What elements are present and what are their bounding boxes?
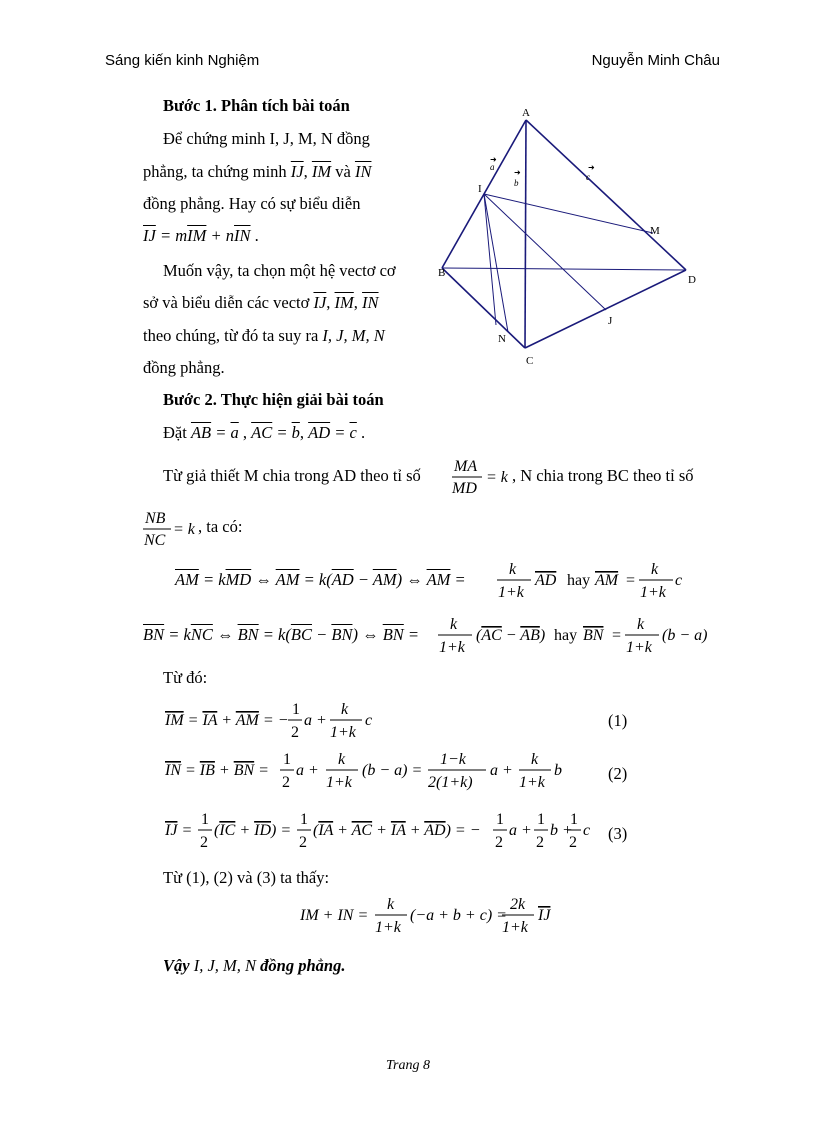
set-vectors: Đặt $\overline{AB} = \overline{a}$ , $\overline{AC} = \overline{b}$, $\overline{AD} = \overline{c}$ .: [163, 423, 366, 442]
svg-text:2k: 2k: [510, 896, 526, 913]
svg-text:(−a + b + c) =: (−a + b + c) =: [410, 907, 507, 924]
svg-text:(IA + AC + IA + AD) = −: (IA + AC + IA + AD) = −: [313, 822, 481, 839]
svg-text:(b − a) =: (b − a) =: [362, 762, 423, 779]
svg-text:1+k: 1+k: [498, 584, 524, 601]
conclude-text: Từ (1), (2) và (3) ta thấy:: [163, 868, 330, 887]
svg-text:1: 1: [300, 811, 308, 828]
svg-text:1+k: 1+k: [375, 919, 401, 936]
tudo-text: Từ đó:: [163, 668, 208, 687]
svg-text:k: k: [531, 751, 539, 768]
step1-p1-line1: Để chứng minh I, J, M, N đồng: [163, 129, 370, 148]
svg-text:1: 1: [496, 811, 504, 828]
seg-im: [484, 194, 653, 233]
svg-text:1: 1: [537, 811, 545, 828]
step1-p1-line2: phẳng, ta chứng minh $\overline{IJ}$, $\overline{IM}$ và $\overline{IN}$: [143, 162, 372, 181]
svg-text:1+k: 1+k: [330, 724, 356, 741]
svg-text:1: 1: [283, 751, 291, 768]
svg-text:c: c: [675, 572, 683, 589]
svg-text:a +: a +: [296, 762, 319, 779]
eq-number-2: (2): [608, 764, 628, 783]
svg-text:AM: AM: [595, 572, 619, 589]
svg-text:IM = IA + AM = −: IM = IA + AM = −: [165, 712, 289, 729]
eq-bn-frac: [438, 613, 718, 659]
svg-text:hay: hay: [554, 627, 578, 644]
label-B: B: [438, 267, 446, 279]
svg-text:hay: hay: [567, 572, 591, 589]
svg-text:c: c: [365, 712, 373, 729]
seg-ij: [484, 194, 606, 310]
svg-text:1+k: 1+k: [326, 774, 352, 791]
label-vec-c: c: [586, 172, 590, 182]
svg-text:k: k: [341, 701, 349, 718]
svg-text:2: 2: [200, 834, 208, 851]
label-M: M: [650, 225, 660, 237]
label-C: C: [526, 355, 534, 367]
svg-text:➜: ➜: [490, 155, 497, 164]
svg-text:1−k: 1−k: [440, 751, 466, 768]
svg-text:=: =: [626, 572, 636, 589]
svg-text:MA: MA: [454, 458, 478, 475]
step1-p2-line1: Muốn vậy, ta chọn một hệ vectơ cơ: [163, 261, 396, 280]
svg-text:= k: = k: [173, 521, 195, 538]
svg-text:1: 1: [201, 811, 209, 828]
given-line: Từ giả thiết M chia trong AD theo tỉ số: [163, 466, 421, 485]
svg-text:NC: NC: [144, 532, 166, 549]
step1-p2-line4: đồng phẳng.: [143, 358, 225, 377]
eq-2: [160, 750, 580, 798]
label-J: J: [608, 315, 613, 327]
label-vec-a: a: [490, 162, 495, 172]
svg-text:1+k: 1+k: [502, 919, 528, 936]
edge-bc: [442, 268, 525, 348]
eq-3: [160, 810, 580, 858]
svg-text:(b − a): (b − a): [662, 627, 708, 644]
svg-text:IN = IB + BN =: IN = IB + BN =: [165, 762, 269, 779]
given-line2: , N chia trong BC theo tỉ số: [512, 466, 694, 485]
svg-text:➜: ➜: [588, 163, 595, 172]
eq-1: [160, 700, 420, 748]
svg-text:(IC + ID) =: (IC + ID) =: [214, 822, 292, 839]
tetrahedron-figure: [428, 100, 718, 380]
ratio-nb-nc: [143, 507, 193, 549]
step1-p1-line3: đồng phẳng. Hay có sự biểu diễn: [143, 194, 361, 213]
svg-text:➜: ➜: [514, 168, 521, 177]
svg-text:1+k: 1+k: [519, 774, 545, 791]
header-left: Sáng kiến kinh Nghiệm: [105, 52, 260, 69]
svg-text:2: 2: [291, 724, 299, 741]
svg-text:k: k: [651, 561, 659, 578]
svg-text:AD: AD: [535, 572, 557, 589]
page-footer: Trang 8: [386, 1058, 430, 1073]
svg-text:2: 2: [299, 834, 307, 851]
svg-text:a +: a +: [490, 762, 513, 779]
svg-text:=: =: [612, 627, 622, 644]
svg-text:1+k: 1+k: [439, 639, 465, 656]
svg-text:k: k: [509, 561, 517, 578]
svg-text:BN: BN: [583, 627, 604, 644]
svg-text:b +: b +: [550, 822, 573, 839]
svg-text:b: b: [554, 762, 562, 779]
svg-text:c: c: [583, 822, 591, 839]
svg-text:NB: NB: [145, 510, 166, 527]
svg-text:1: 1: [292, 701, 300, 718]
svg-text:1+k: 1+k: [640, 584, 666, 601]
svg-text:k: k: [338, 751, 346, 768]
edge-ad: [526, 120, 686, 270]
step1-title: Bước 1. Phân tích bài toán: [163, 96, 350, 115]
svg-text:k: k: [450, 616, 458, 633]
eq-bn: $\overline{BN} = k\overline{NC}$ ⇔ $\overline{BN} = k(\overline{BC} - \overline{BN})$ ⇔ $\overline{BN}$ =: [143, 625, 420, 644]
step1-p2-line2: sở và biểu diễn các vectơ $\overline{IJ}$, $\overline{IM}$, $\overline{IN}$: [143, 293, 379, 312]
eq-final: [300, 895, 590, 943]
svg-text:IM + IN =: IM + IN =: [300, 907, 369, 924]
svg-text:= k: = k: [486, 469, 508, 486]
eq-am-frac: [497, 558, 717, 604]
svg-text:2: 2: [495, 834, 503, 851]
header-right: Nguyễn Minh Châu: [591, 52, 720, 69]
label-I: I: [478, 183, 482, 195]
label-D: D: [688, 274, 696, 286]
eq-am: $\overline{AM} = k\overline{MD}$ ⇔ $\overline{AM} = k(\overline{AD} - \overline{AM})$ ⇔ $\overline{AM}$ =: [175, 570, 466, 589]
svg-text:MD: MD: [452, 480, 477, 497]
step1-p2-line3: theo chúng, từ đó ta suy ra I, J, M, N: [143, 326, 385, 345]
final-conclusion: Vậy I, J, M, N đồng phẳng.: [163, 956, 346, 975]
svg-text:(AC − AB): (AC − AB): [476, 627, 546, 644]
svg-text:1: 1: [570, 811, 578, 828]
label-N: N: [498, 333, 506, 345]
svg-text:2: 2: [282, 774, 290, 791]
svg-text:k: k: [637, 616, 645, 633]
step2-title: Bước 2. Thực hiện giải bài toán: [163, 390, 384, 409]
svg-text:IJ =: IJ =: [165, 822, 193, 839]
eq-ij-decomp: $\overline{IJ} = m\overline{IM} + n\overline{IN}$ .: [143, 226, 259, 245]
svg-text:2(1+k): 2(1+k): [428, 774, 473, 791]
svg-text:a +: a +: [304, 712, 327, 729]
label-A: A: [522, 107, 530, 119]
eq-number-3: (3): [608, 824, 628, 843]
label-vec-b: b: [514, 178, 519, 188]
svg-text:2: 2: [569, 834, 577, 851]
svg-text:k: k: [387, 896, 395, 913]
svg-text:a +: a +: [509, 822, 532, 839]
taco-text: , ta có:: [198, 517, 243, 536]
eq-number-1: (1): [608, 711, 628, 730]
svg-text:IJ: IJ: [538, 907, 551, 924]
svg-text:2: 2: [536, 834, 544, 851]
svg-text:1+k: 1+k: [626, 639, 652, 656]
